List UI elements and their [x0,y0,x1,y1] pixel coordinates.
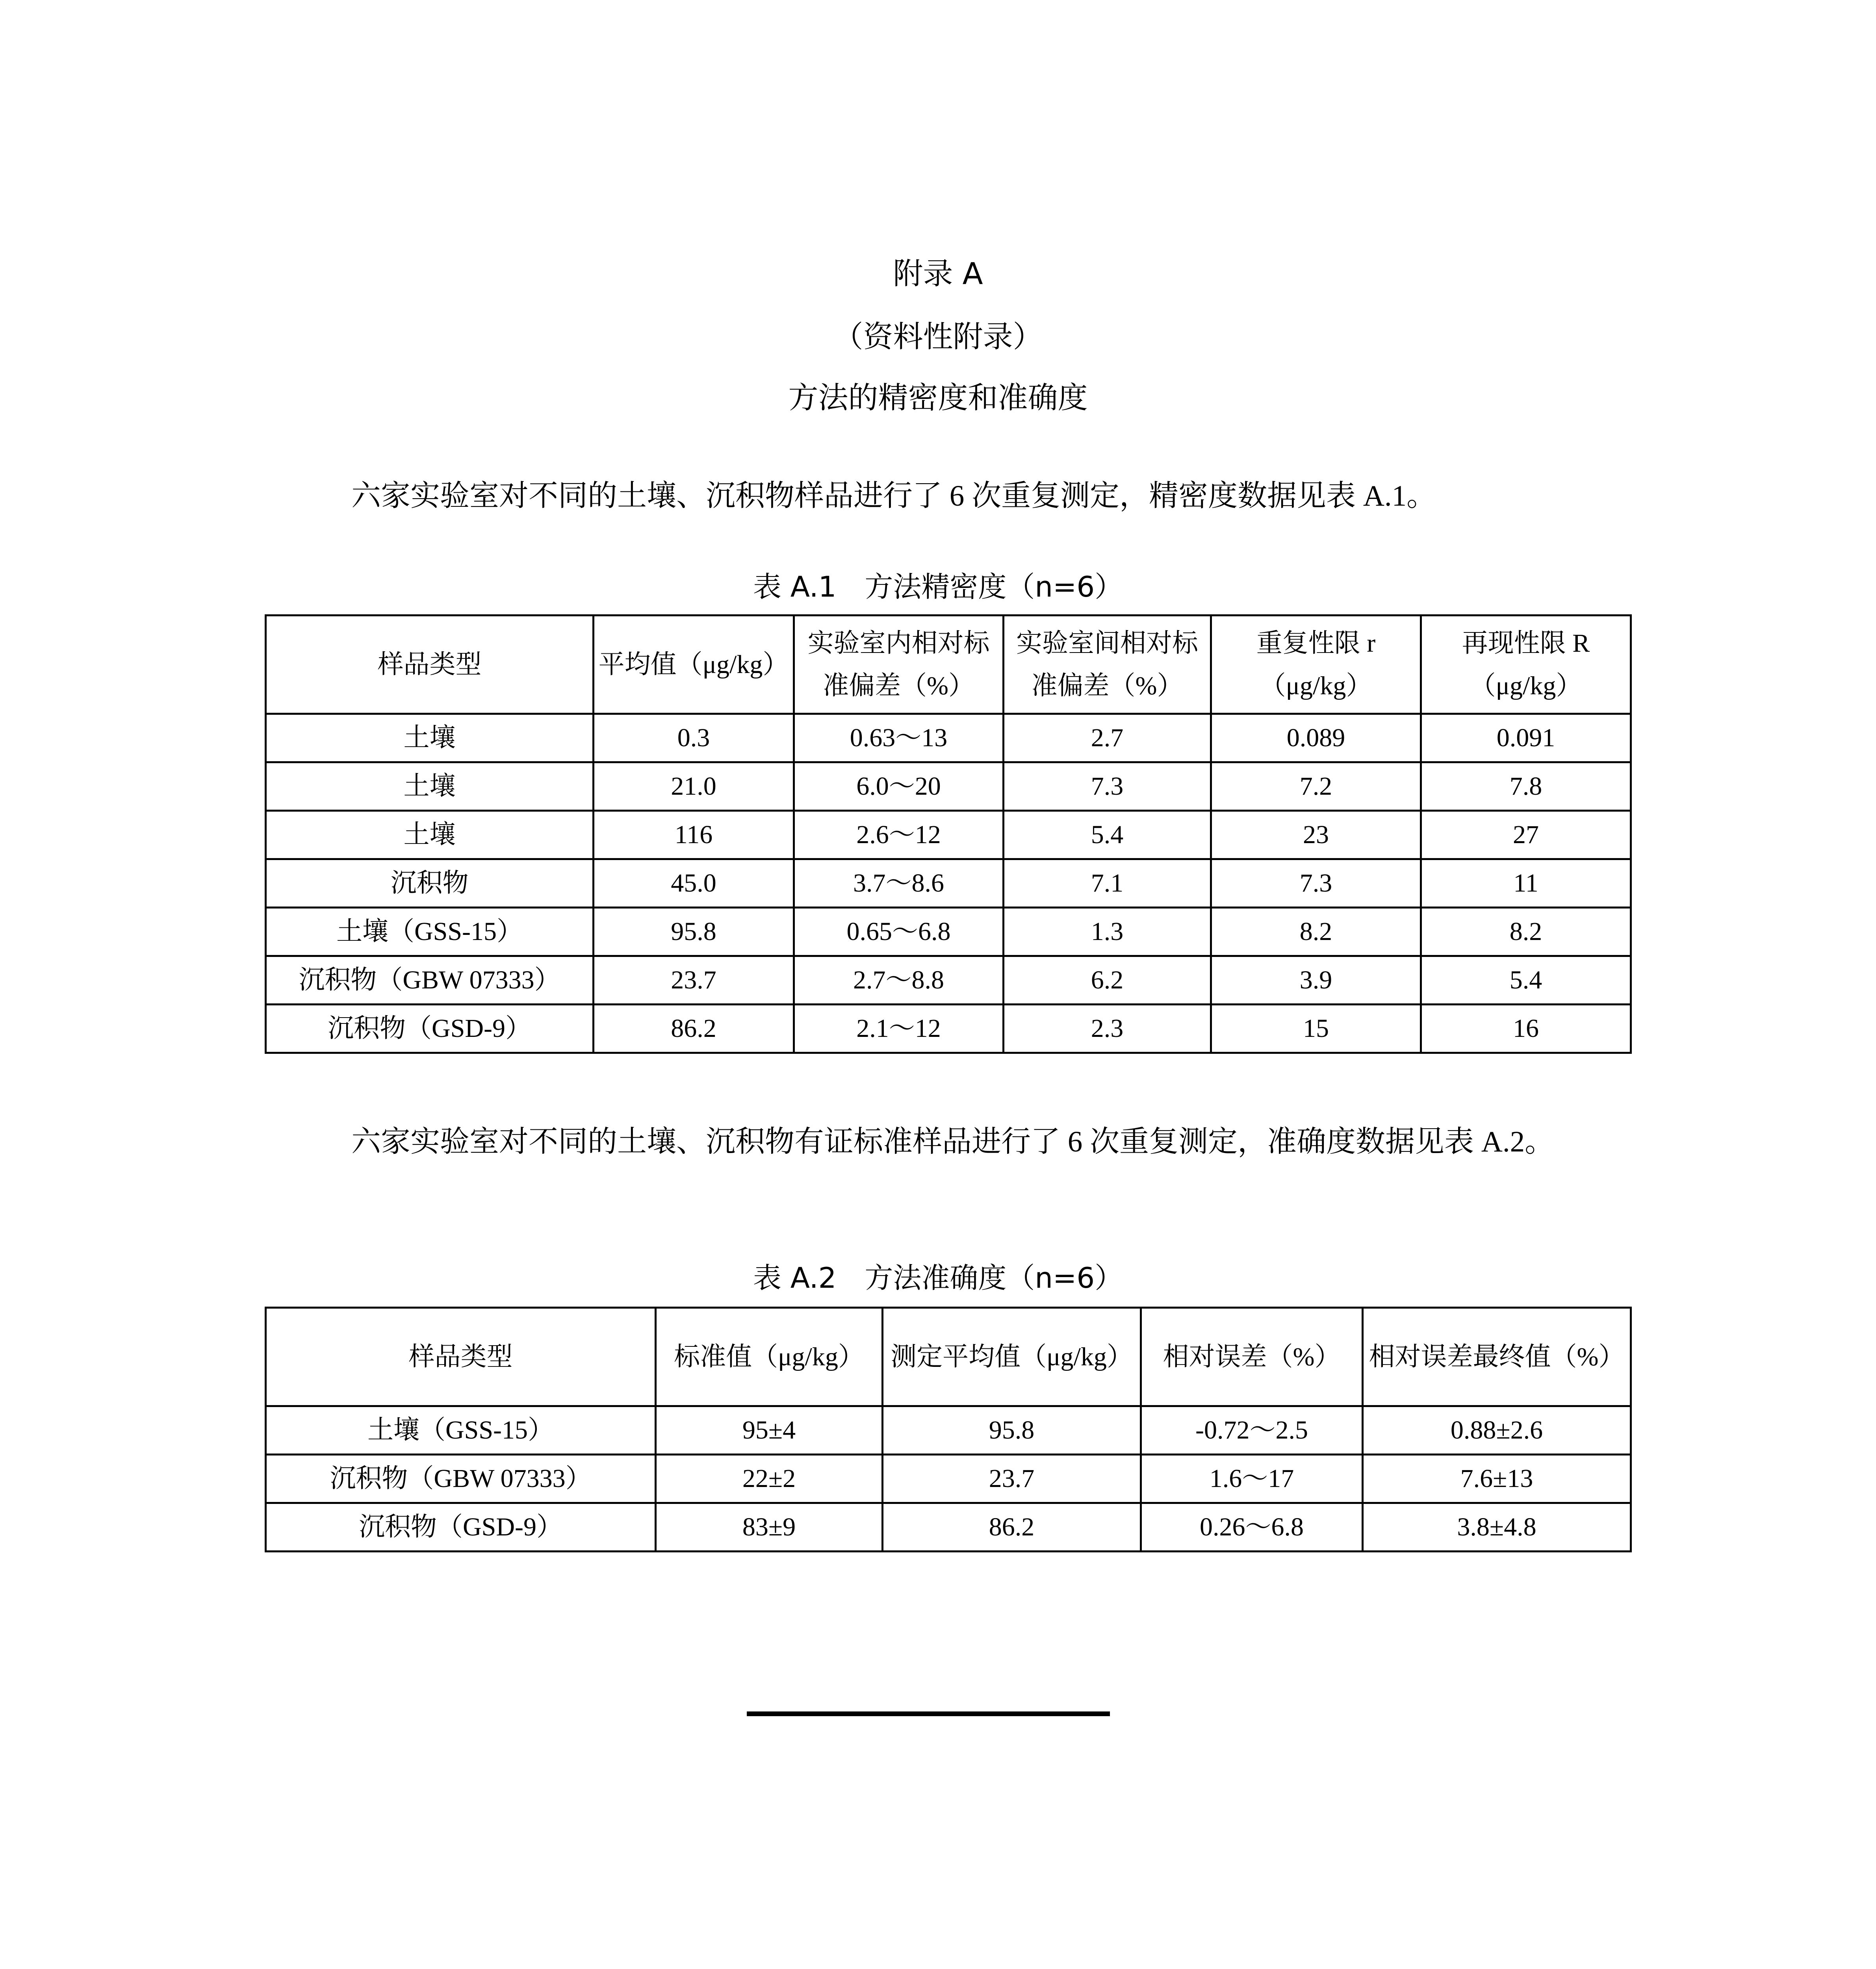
column-header: 实验室间相对标准偏差（%） [1004,616,1211,714]
table-cell: 5.4 [1004,811,1211,859]
table-cell: 2.1～12 [794,1005,1004,1053]
table-cell: 5.4 [1421,956,1631,1005]
table-header-row [266,1308,1631,1406]
appendix-type: （资料性附录） [833,319,1043,354]
table-cell: 土壤 [266,811,594,859]
column-header: 测定平均值（μg/kg） [883,1308,1141,1406]
table-cell: 7.3 [1211,859,1421,908]
table-cell: 23 [1211,811,1421,859]
table-cell: 沉积物（GBW 07333） [266,956,594,1005]
table-cell: 0.091 [1421,714,1631,762]
appendix-label: 附录 A [893,256,983,291]
table-a2-caption: 表 A.2 方法准确度（n=6） [753,1261,1123,1294]
table-row [266,1005,1631,1053]
table-cell: -0.72～2.5 [1141,1406,1363,1455]
column-header: 平均值（μg/kg） [594,616,794,714]
table-cell: 7.6±13 [1363,1455,1631,1503]
table-row [266,714,1631,762]
column-header: 样品类型 [266,616,594,714]
table-cell: 2.6～12 [794,811,1004,859]
table-cell: 83±9 [656,1503,883,1552]
column-header: 样品类型 [266,1308,656,1406]
table-cell: 2.7 [1004,714,1211,762]
table-cell: 0.3 [594,714,794,762]
table-cell: 23.7 [883,1455,1141,1503]
table-cell: 86.2 [594,1005,794,1053]
table-cell: 沉积物（GSD-9） [266,1005,594,1053]
table-cell: 0.089 [1211,714,1421,762]
table-cell: 8.2 [1211,908,1421,956]
table-cell: 沉积物 [266,859,594,908]
table-row [266,908,1631,956]
table-cell: 2.7～8.8 [794,956,1004,1005]
table-a1-caption: 表 A.1 方法精密度（n=6） [753,570,1123,603]
table-cell: 7.3 [1004,762,1211,811]
column-header: 相对误差最终值（%） [1363,1308,1631,1406]
table-cell: 8.2 [1421,908,1631,956]
table-cell: 45.0 [594,859,794,908]
table-cell: 土壤（GSS-15） [266,908,594,956]
column-header: 实验室内相对标准偏差（%） [794,616,1004,714]
appendix-title: 方法的精密度和准确度 [788,380,1088,415]
table-cell: 16 [1421,1005,1631,1053]
column-header: 标准值（μg/kg） [656,1308,883,1406]
table-cell: 1.6～17 [1141,1455,1363,1503]
table-row [266,956,1631,1005]
table-cell: 7.8 [1421,762,1631,811]
table-cell: 2.3 [1004,1005,1211,1053]
table-cell: 6.0～20 [794,762,1004,811]
table-cell: 6.2 [1004,956,1211,1005]
table-cell: 15 [1211,1005,1421,1053]
table-cell: 7.2 [1211,762,1421,811]
table-cell: 116 [594,811,794,859]
table-row [266,1503,1631,1552]
table-header-row [266,616,1631,714]
precision-intro-paragraph: 六家实验室对不同的土壤、沉积物样品进行了 6 次重复测定，精密度数据见表 A.1。 [351,480,1436,512]
column-header: 相对误差（%） [1141,1308,1363,1406]
table-cell: 土壤 [266,762,594,811]
table-row [266,859,1631,908]
table-cell: 7.1 [1004,859,1211,908]
table-cell: 86.2 [883,1503,1141,1552]
accuracy-intro-paragraph: 六家实验室对不同的土壤、沉积物有证标准样品进行了 6 次重复测定，准确度数据见表 A.2。 [351,1125,1555,1158]
table-cell: 3.7～8.6 [794,859,1004,908]
table-cell: 沉积物（GSD-9） [266,1503,656,1552]
column-header: 再现性限 R（μg/kg） [1421,616,1631,714]
table-cell: 22±2 [656,1455,883,1503]
table-cell: 1.3 [1004,908,1211,956]
table-cell: 土壤 [266,714,594,762]
table-cell: 21.0 [594,762,794,811]
table-cell: 3.8±4.8 [1363,1503,1631,1552]
table-cell: 95±4 [656,1406,883,1455]
table-cell: 0.63～13 [794,714,1004,762]
table-row [266,762,1631,811]
table-cell: 土壤（GSS-15） [266,1406,656,1455]
table-cell: 0.88±2.6 [1363,1406,1631,1455]
table-cell: 95.8 [883,1406,1141,1455]
table-cell: 0.65～6.8 [794,908,1004,956]
table-cell: 3.9 [1211,956,1421,1005]
table-row [266,811,1631,859]
table-cell: 95.8 [594,908,794,956]
end-rule-divider [747,1711,1110,1716]
precision-table [265,614,1632,1054]
table-row [266,1406,1631,1455]
table-row [266,1455,1631,1503]
table-cell: 沉积物（GBW 07333） [266,1455,656,1503]
table-cell: 27 [1421,811,1631,859]
column-header: 重复性限 r（μg/kg） [1211,616,1421,714]
accuracy-table [265,1307,1632,1552]
table-cell: 0.26～6.8 [1141,1503,1363,1552]
table-cell: 11 [1421,859,1631,908]
table-cell: 23.7 [594,956,794,1005]
